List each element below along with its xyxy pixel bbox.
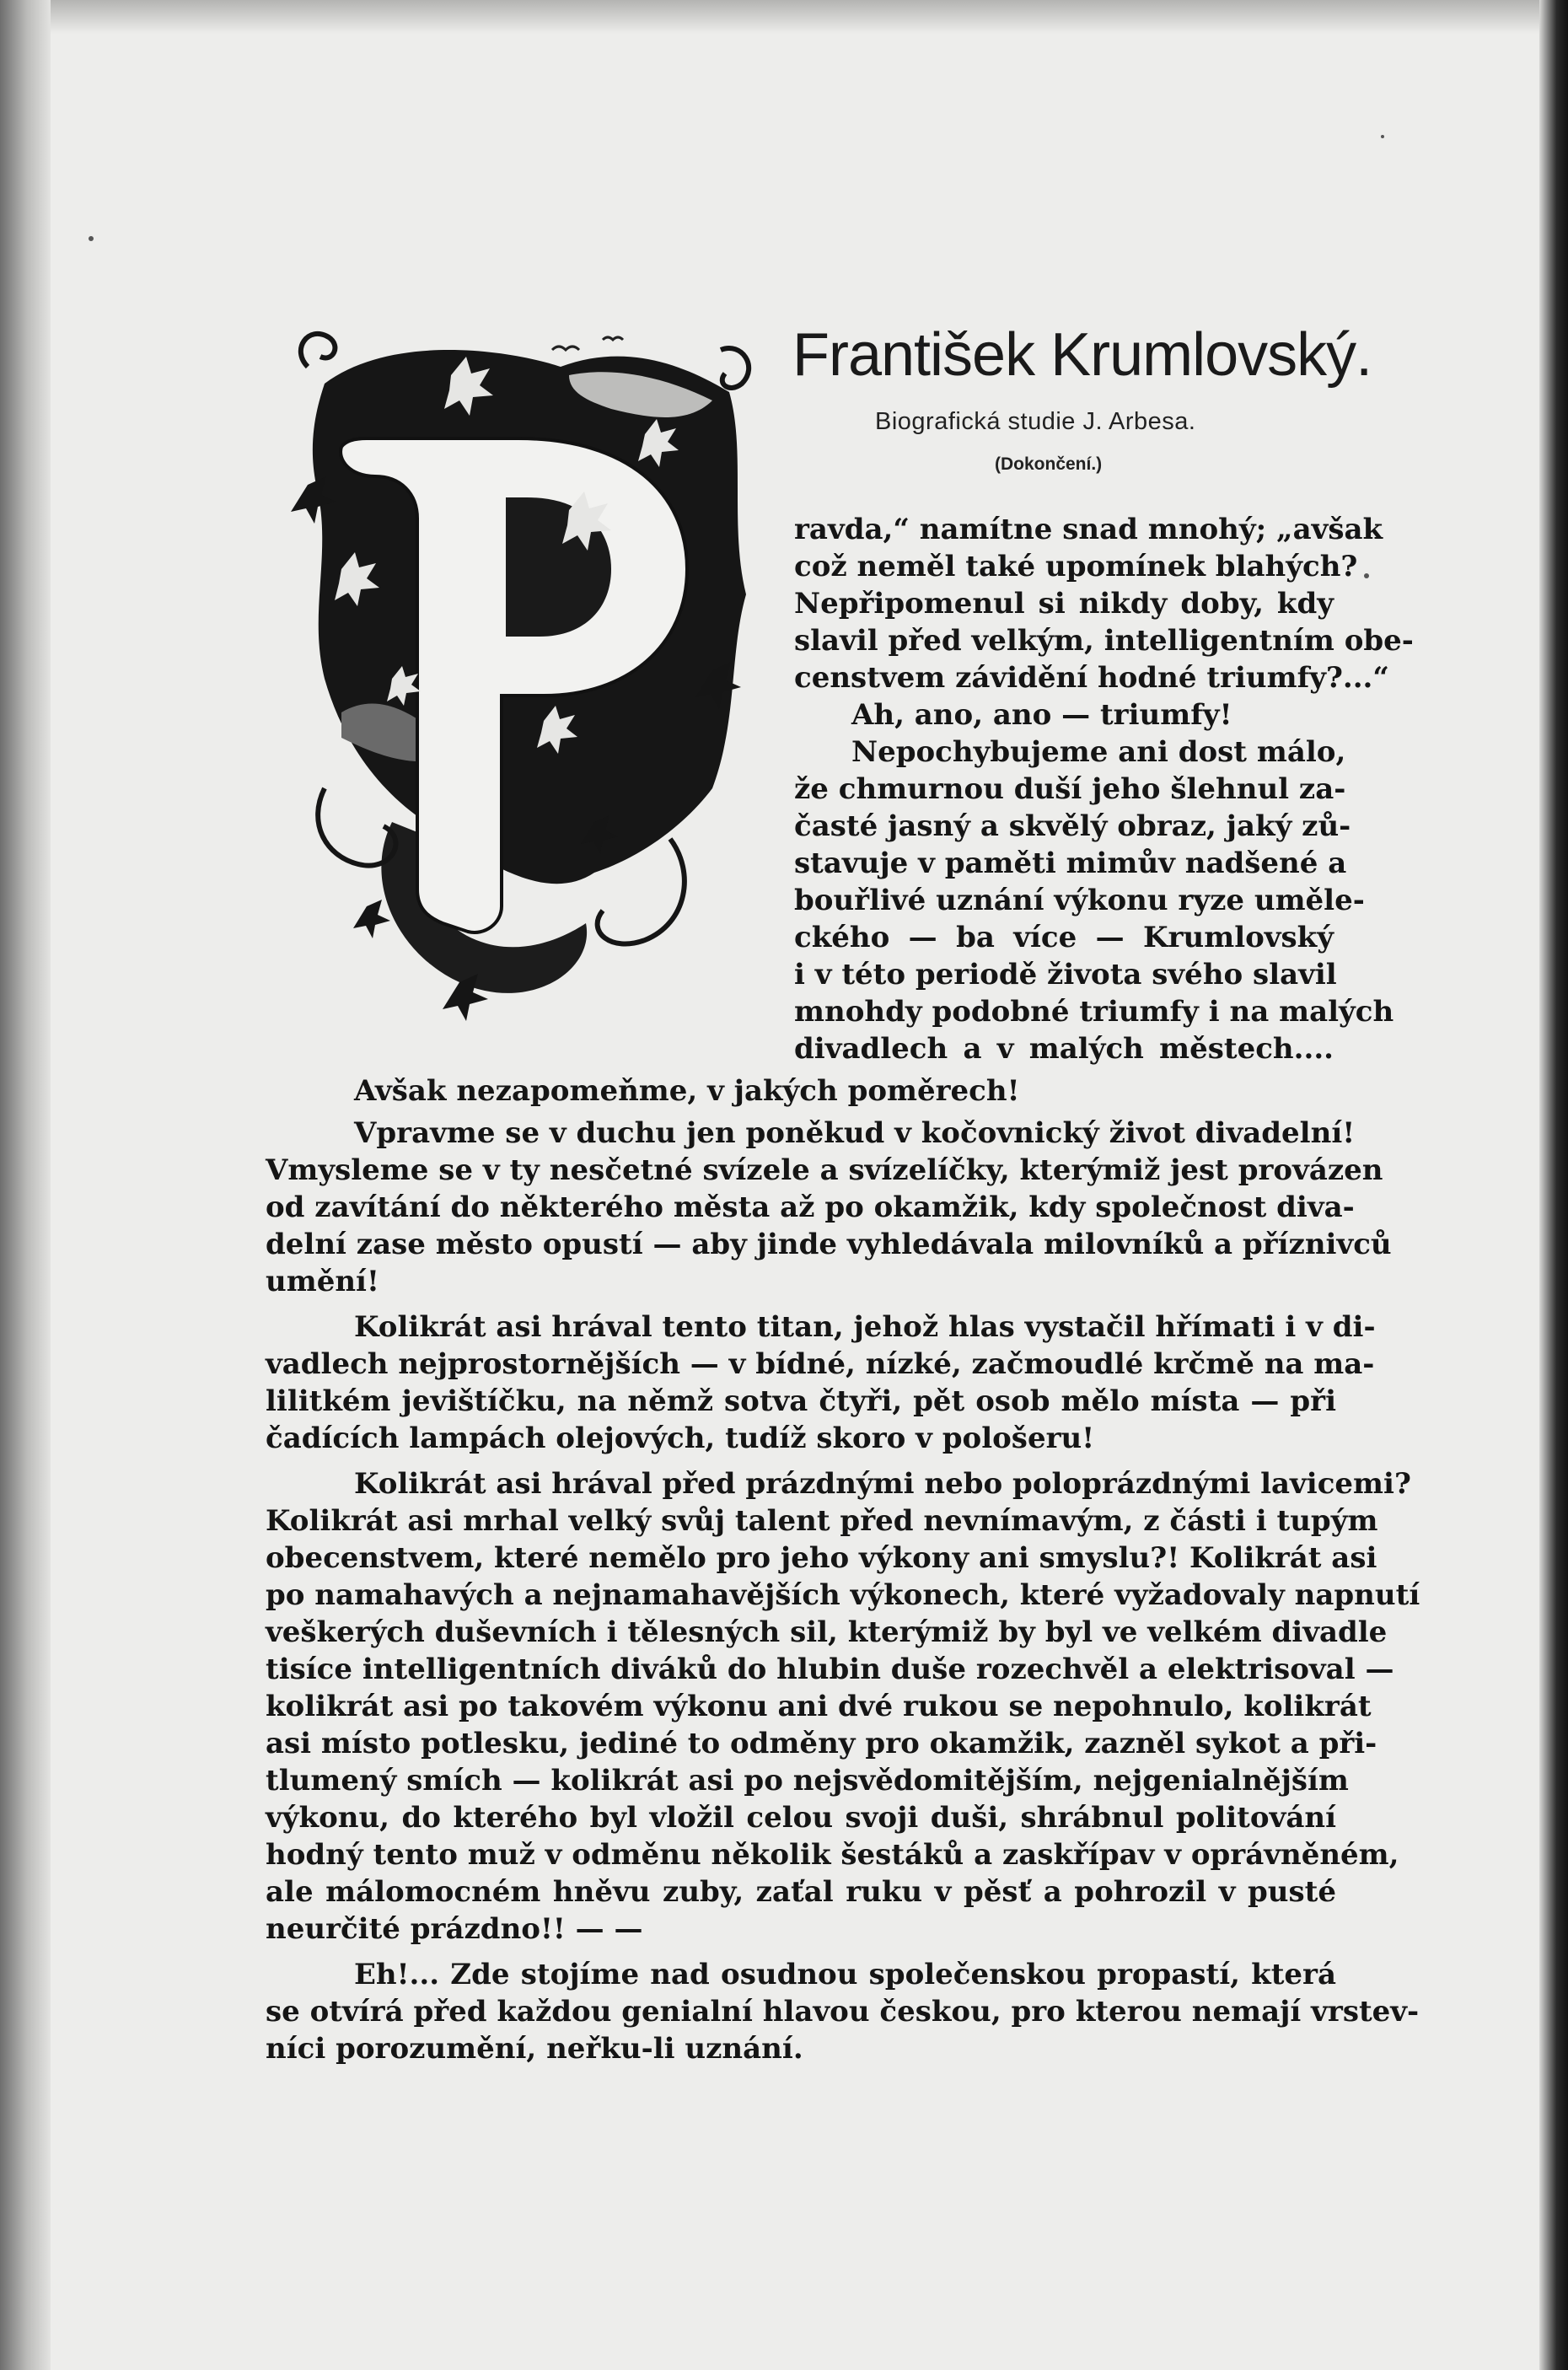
body-line-3: Vmysleme se v ty nesčetné svízele a svízelíčky, kterýmiž jest provázen [266, 1153, 1383, 1187]
continuation-note: (Dokončení.) [995, 454, 1103, 474]
body-line-13: obecenstvem, které nemělo pro jeho výkony ani smyslu?! Kolikrát asi [266, 1541, 1377, 1575]
body-line-1: Avšak nezapomeňme, v jakých poměrech! [354, 1074, 1020, 1108]
side-line-6: Ah, ano, ano — triumfy! [851, 698, 1232, 732]
paper-speck [1364, 573, 1369, 578]
body-line-5: delní zase město opustí — aby jinde vyhledávala milovníků a příznivců [266, 1228, 1392, 1261]
side-line-4: slavil před velkým, intelligentním obe- [794, 624, 1414, 658]
side-line-2: což neměl také upomínek blahých? [794, 550, 1358, 583]
side-line-5: censtvem závidění hodné triumfy?...“ [794, 661, 1389, 695]
page-top-shadow [0, 0, 1568, 34]
paper-speck [1381, 135, 1384, 138]
body-line-26: níci porozumění, neřku-li uznání. [266, 2032, 803, 2066]
body-line-6: umění! [266, 1265, 379, 1298]
side-line-11: bouřlivé uznání výkonu ryze uměle- [794, 884, 1365, 917]
page-left-gutter [0, 0, 51, 2370]
body-line-7: Kolikrát asi hrával tento titan, jehož hlas vystačil hřímati i v di- [354, 1310, 1376, 1344]
article-title: František Krumlovský. [792, 321, 1372, 389]
side-line-7: Nepochybujeme ani dost málo, [851, 735, 1346, 769]
body-line-17: kolikrát asi po takovém výkonu ani dvé rukou se nepohnulo, kolikrát [266, 1690, 1372, 1723]
side-line-14: mnohdy podobné triumfy i na malých [794, 995, 1394, 1029]
body-line-22: ale málomocném hněvu zuby, zaťal ruku v pěsť a pohrozil v pusté [266, 1875, 1336, 1909]
body-line-16: tisíce intelligentních diváků do hlubin duše rozechvěl a elektrisoval — [266, 1653, 1394, 1686]
body-line-18: asi místo potlesku, jediné to odměny pro okamžik, zazněl sykot a při- [266, 1727, 1377, 1760]
body-line-9: lilitkém jevištíčku, na němž sotva čtyři, pět osob mělo místa — při [266, 1384, 1336, 1418]
side-line-12: ckého — ba více — Krumlovský [794, 921, 1334, 954]
body-line-10: čadících lampách olejových, tudíž skoro v pološeru! [266, 1421, 1095, 1455]
body-line-14: po namahavých a nejnamahavějších výkonech, které vyžadovaly napnutí [266, 1578, 1420, 1612]
side-line-8: že chmurnou duší jeho šlehnul za- [794, 772, 1346, 806]
article-subtitle: Biografická studie J. Arbesa. [875, 408, 1196, 435]
body-line-19: tlumený smích — kolikrát asi po nejsvědomitějším, nejgenialnějším [266, 1764, 1349, 1798]
body-line-8: vadlech nejprostornějších — v bídné, nízké, začmoudlé krčmě na ma- [266, 1347, 1375, 1381]
paper-speck [89, 236, 94, 241]
body-line-11: Kolikrát asi hrával před prázdnými nebo poloprázdnými lavicemi? [354, 1467, 1411, 1501]
body-line-21: hodný tento muž v odměnu několik šestáků a zaskřípav v oprávněném, [266, 1838, 1399, 1872]
side-line-9: časté jasný a skvělý obraz, jaký zů- [794, 809, 1351, 843]
body-line-23: neurčité prázdno!! — — [266, 1912, 643, 1946]
body-line-24: Eh!... Zde stojíme nad osudnou společenskou propastí, která [354, 1958, 1336, 1991]
body-line-15: veškerých duševních i tělesných sil, kterýmiž by byl ve velkém divadle [266, 1615, 1388, 1649]
body-line-20: výkonu, do kterého byl vložil celou svoji duši, shrábnul politování [266, 1801, 1336, 1835]
decorative-initial-p-illustration [291, 316, 763, 1033]
body-line-25: se otvírá před každou genialní hlavou českou, pro kterou nemají vrstev- [266, 1995, 1420, 2029]
side-line-13: i v této periodě života svého slavil [794, 958, 1337, 992]
body-line-4: od zavítání do některého města až po okamžik, kdy společnost diva- [266, 1190, 1355, 1224]
side-line-1: ravda,“ namítne snad mnohý; „avšak [794, 513, 1383, 546]
body-line-12: Kolikrát asi mrhal velký svůj talent před nevnímavým, z části i tupým [266, 1504, 1378, 1538]
body-line-2: Vpravme se v duchu jen poněkud v kočovnický život divadelní! [354, 1116, 1356, 1150]
side-line-15: divadlech a v malých městech.... [794, 1032, 1334, 1066]
side-line-10: stavuje v paměti mimův nadšené a [794, 846, 1347, 880]
page-right-edge [1539, 0, 1568, 2370]
side-line-3: Nepřipomenul si nikdy doby, kdy [794, 587, 1334, 621]
